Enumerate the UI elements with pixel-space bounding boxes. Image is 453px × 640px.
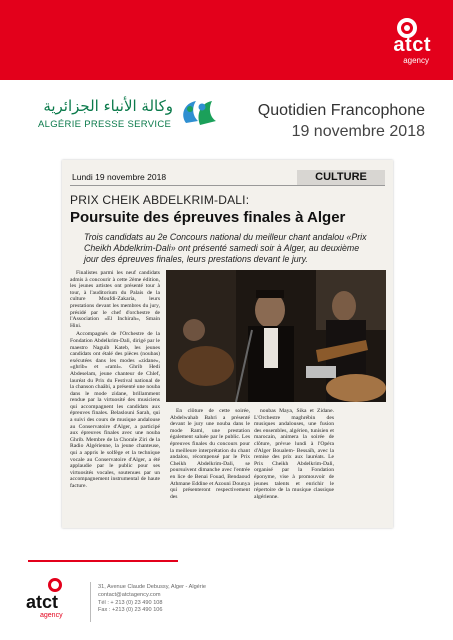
contact-address: 31, Avenue Claude Debussy, Alger - Algérie [98, 584, 207, 590]
concert-photo [166, 270, 386, 402]
clipping-header [70, 170, 385, 186]
map-pin-icon [48, 578, 62, 592]
publication-name: Quotidien Francophone [257, 102, 425, 119]
article-column-1 [70, 270, 160, 525]
press-clipping [62, 160, 393, 528]
clipping-date: Lundi 19 novembre 2018 [72, 172, 167, 182]
paragraph: noubas Maya, Sika et Zidane. L'Orchestre maghrébin des musiques andalouses, une fusion des ensembles, algérien, tunisien et marocain, animera la soirée de clôture, prévue lundi à l'Opéra d'Alger Boualem- Bessaïh, avec la remise des prix aux lauréats. Le Prix Cheikh Abdelkrim-Dali, organisé par la Fondation éponyme, vise à promouvoir de jeunes talents et enrichir le répertoire de la musique classique algérienne. [254, 408, 334, 500]
contact-block [98, 584, 206, 615]
publication-date: 19 novembre 2018 [291, 123, 425, 140]
footer-divider [28, 560, 178, 562]
clipping-rubric: CULTURE [297, 170, 385, 185]
contact-fax: Fax : +213 (0) 23 490 106 [98, 607, 163, 614]
paragraph: Accompagnés de l'Orchestre de la Fondation Abdelkrim-Dali, dirigé par le maestro Naguib Kateb, les jeunes candidats ont étalé des pièces (noubas) exécutées dans les modes «zidane», «ghrib» et «raml». Ghrib Hedi Abdeselam, jeune chanteur de Chlef, lauréat du Prix du Festival national de la chanson chaâbi, a présenté une nouba dans le mode zidane, brillamment rendue par la virtuosité des musiciens qui accompagnent les candidats aux épreuves finales. Belaslouni Sarah, qui a suivi des cours de musique andalouse au Conservatoire d'Alger, a participé aux épreuves finales avec une nouba Ghrib. Membre de la Chorale Ziri de la Radio Algérienne, la jeune chanteuse, qui a appris le solfège et la technique vocale au Conservatoire d'Alger, a été applaudie par le public pour ses virtuosités vocales, soutenues par un accompagnement instrumental de haute facture. [70, 331, 160, 489]
contact-tel: Tél : + 213 (0) 23 490 108 [98, 599, 163, 606]
paragraph: Finalistes parmi les neuf candidats admis à concourir à cette 2ème édition, les jeunes artistes ont présenté tour à tour, à l'auditorium du Palais de la culture Moufdi-Zakaria, leurs prestations devant les membres du jury, présidé par le chef d'orchestre de l'Association «El Inchirah», Smain Hini. [70, 270, 160, 329]
contact-email[interactable]: contact@atctagency.com [98, 591, 161, 598]
aps-arabic-name: وكالة الأنباء الجزائرية [43, 97, 173, 115]
footer-brand-sub: agency [40, 612, 63, 619]
brand-name: atct [393, 34, 431, 56]
aps-latin-name: ALGÉRIE PRESSE SERVICE [38, 119, 172, 130]
footer-brand-name: atct [26, 592, 59, 612]
article-lead: Trois candidats au 2e Concours national du meilleur chant andalou «Prix Cheikh Abdelkrim-Dali» ont présenté samedi soir à Alger, au deuxième jour des épreuves finales, leurs prestations devant le jury. [84, 232, 367, 264]
paragraph: En clôture de cette soirée, Abdelwahab Bahri a présenté devant le jury une nouba dans le mode Raml, une prestation également saluée par le public. Les épreuves finales du concours pour la meilleure interprétation du chant andalou, récompensé par le Prix Cheikh Abdelkrim-Dali, se poursuivent dimanche avec l'entrée en lice de Benai Fouad, Bendaoud Athmane Eddine et Azouni Dounya qui présenteront respectivement des [170, 408, 250, 500]
atct-logo [341, 18, 431, 66]
aps-emblem-icon [178, 97, 222, 131]
article-column-3 [254, 408, 334, 526]
footer-separator [90, 582, 91, 622]
publication-info [258, 102, 425, 141]
header-band [0, 0, 453, 80]
brand-sub: agency [403, 56, 429, 65]
article-kicker: PRIX CHEIK ABDELKRIM-DALI: [70, 193, 250, 207]
atct-footer-logo [26, 578, 86, 626]
article-column-2 [170, 408, 250, 526]
aps-logo [28, 97, 228, 137]
article-headline: Poursuite des épreuves finales à Alger [70, 209, 346, 226]
